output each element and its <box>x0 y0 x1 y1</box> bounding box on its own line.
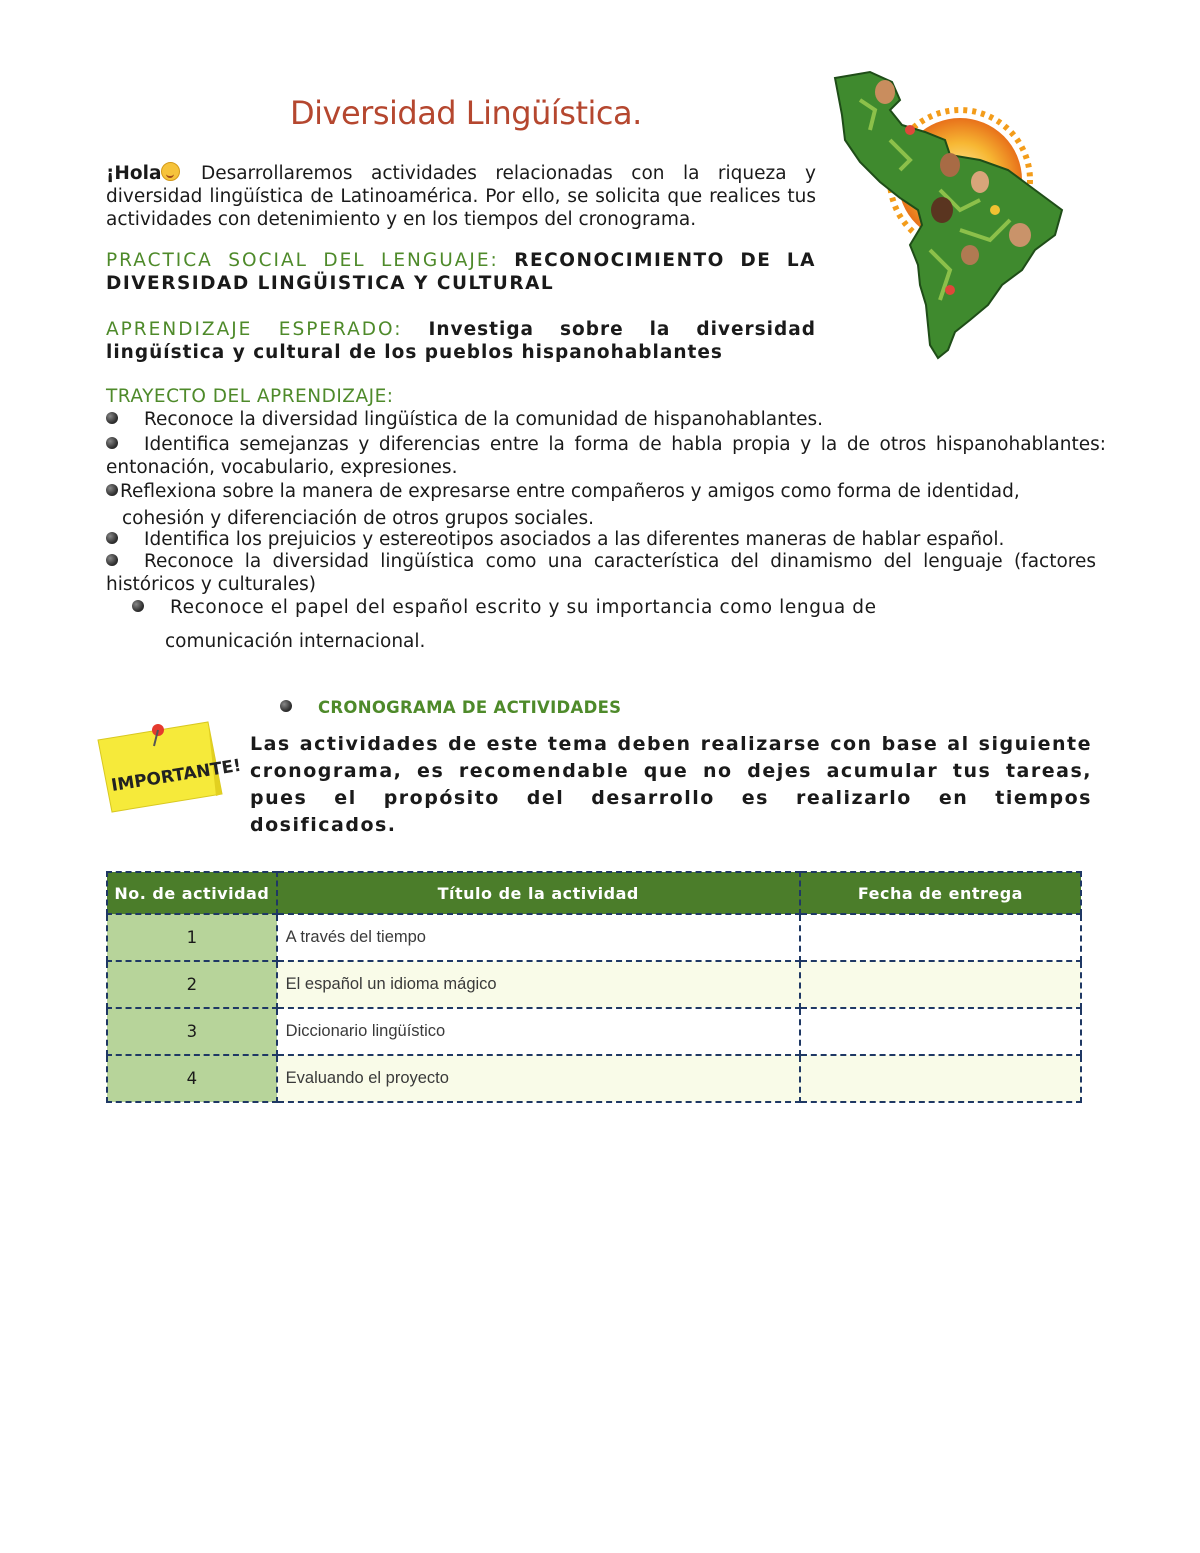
bullet-icon <box>106 532 118 544</box>
practica-value: RECONOCIMIENTO DE LA DIVERSIDAD LINGÜISTICA Y CULTURAL <box>106 250 816 294</box>
list-item-continuation: cohesión y diferenciación de otros grupos sociales. <box>122 508 595 529</box>
cronograma-paragraph: Las actividades de este tema deben realizarse con base al siguiente cronograma, es recomendable que no dejes acumular tus tareas, pues el propósito del desarrollo es realizarlo en tiempos dosificados. <box>250 733 1092 836</box>
bullet-icon <box>106 554 118 566</box>
activity-number: 2 <box>107 961 277 1008</box>
important-note-image <box>96 718 243 814</box>
intro-paragraph <box>106 162 816 231</box>
header-date: Fecha de entrega <box>800 872 1081 914</box>
activity-title: Diccionario lingüístico <box>277 1008 800 1055</box>
bullet-icon <box>132 600 144 612</box>
table-row <box>107 1008 1081 1055</box>
list-item: Reconoce la diversidad lingüística de la comunidad de hispanohablantes. <box>106 408 1106 431</box>
activity-title: Evaluando el proyecto <box>277 1055 800 1102</box>
list-item: Identifica los prejuicios y estereotipos asociados a las diferentes maneras de hablar español. <box>106 528 1106 551</box>
table-header-row <box>107 872 1081 914</box>
activity-date <box>800 914 1081 961</box>
activity-number: 3 <box>107 1008 277 1055</box>
activity-number: 1 <box>107 914 277 961</box>
header-num: No. de actividad <box>107 872 277 914</box>
latin-america-map-image <box>830 70 1070 360</box>
bullet-icon <box>106 484 118 496</box>
cronograma-table <box>106 871 1082 1103</box>
activity-date <box>800 1008 1081 1055</box>
smiley-icon <box>161 162 180 181</box>
bullet-icon <box>106 437 118 449</box>
aprendizaje-esperado <box>106 318 816 364</box>
bullet-icon <box>106 412 118 424</box>
list-item: Reflexiona sobre la manera de expresarse entre compañeros y amigos como forma de identidad, <box>106 480 1106 503</box>
bullet-icon <box>280 700 292 712</box>
greeting: ¡Hola <box>106 163 162 184</box>
aprendizaje-value: Investiga sobre la diversidad lingüística y cultural de los pueblos hispanohablantes <box>106 319 816 363</box>
trayecto-heading: TRAYECTO DEL APRENDIZAJE: <box>106 386 394 407</box>
list-item-continuation: comunicación internacional. <box>165 631 426 652</box>
list-item: Reconoce el papel del español escrito y su importancia como lengua de <box>132 596 964 619</box>
table-row <box>107 1055 1081 1102</box>
table-row <box>107 914 1081 961</box>
table-row <box>107 961 1081 1008</box>
list-item: Identifica semejanzas y diferencias entre la forma de habla propia y la de otros hispanohablantes: entonación, vocabulario, expresiones. <box>106 434 1106 478</box>
activity-date <box>800 961 1081 1008</box>
intro-text: Desarrollaremos actividades relacionadas con la riqueza y diversidad lingüística de Latinoamérica. Por ello, se solicita que realices tus actividades con detenimiento y en los tiempos del cronograma. <box>106 163 816 230</box>
activity-title: A través del tiempo <box>277 914 800 961</box>
list-item: Reconoce la diversidad lingüística como una característica del dinamismo del lenguaje (factores históricos y culturales) <box>106 551 1096 595</box>
page-title: Diversidad Lingüística. <box>290 94 642 132</box>
cronograma-heading: CRONOGRAMA DE ACTIVIDADES <box>280 698 621 717</box>
practica-label: PRACTICA SOCIAL DEL LENGUAJE: <box>106 250 499 271</box>
activity-date <box>800 1055 1081 1102</box>
activity-number: 4 <box>107 1055 277 1102</box>
header-title: Título de la actividad <box>277 872 800 914</box>
aprendizaje-label: APRENDIZAJE ESPERADO: <box>106 319 403 340</box>
practica-social <box>106 249 816 295</box>
important-label: IMPORTANTE! <box>109 755 243 796</box>
activity-title: El español un idioma mágico <box>277 961 800 1008</box>
